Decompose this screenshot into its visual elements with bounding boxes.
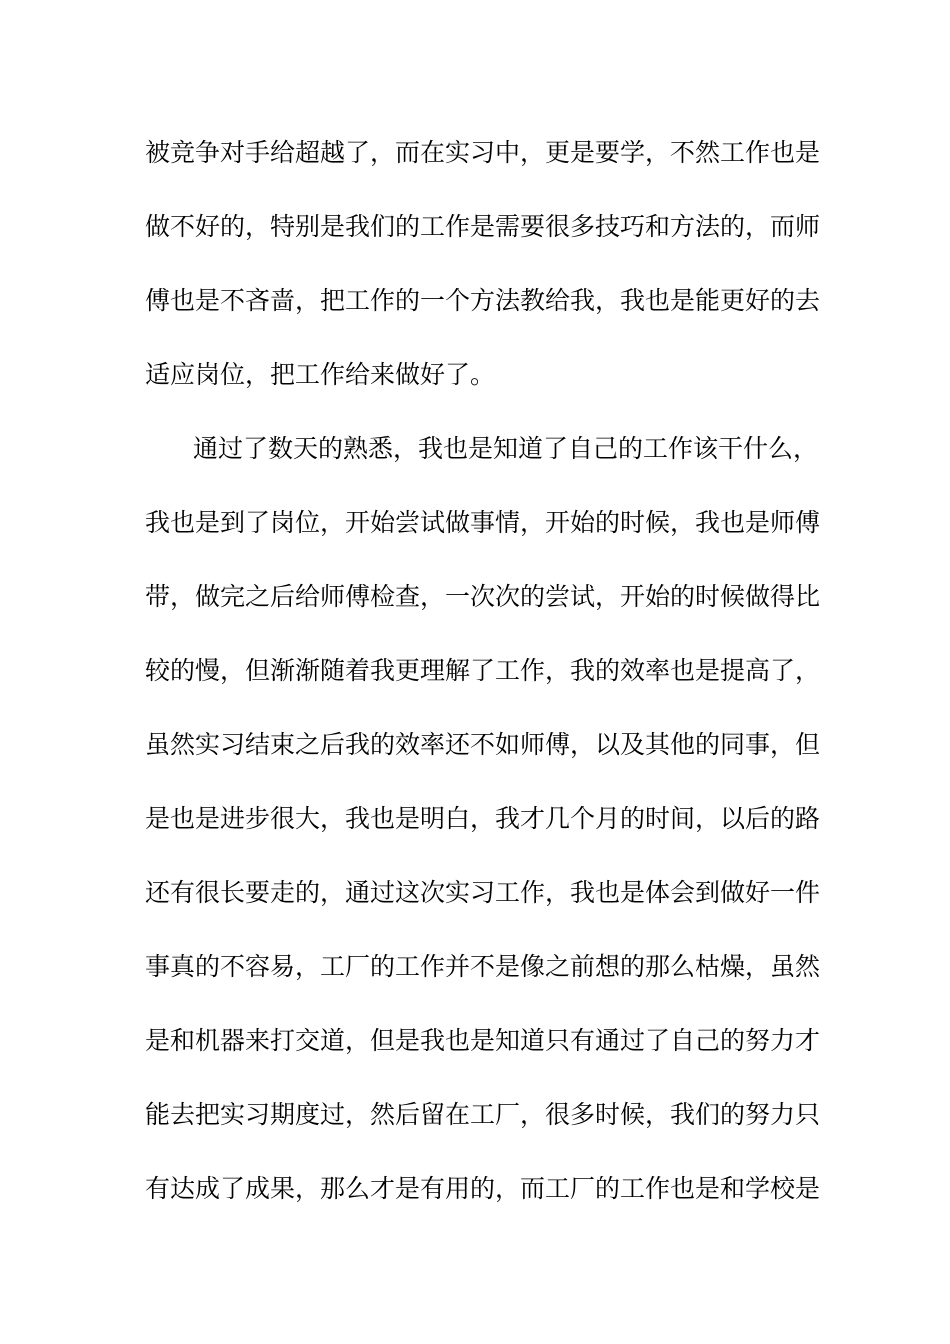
text-line: 还有很长要走的，通过这次实习工作，我也是体会到做好一件 bbox=[145, 878, 821, 907]
text-line: 是和机器来打交道，但是我也是知道只有通过了自己的努力才 bbox=[145, 1026, 821, 1055]
text-line: 带，做完之后给师傅检查，一次次的尝试，开始的时候做得比 bbox=[145, 582, 821, 611]
text-line: 被竞争对手给超越了，而在实习中，更是要学，不然工作也是 bbox=[145, 138, 821, 167]
text-line: 是也是进步很大，我也是明白，我才几个月的时间，以后的路 bbox=[145, 804, 821, 833]
text-line: 有达成了成果，那么才是有用的，而工厂的工作也是和学校是 bbox=[145, 1174, 821, 1203]
text-line: 虽然实习结束之后我的效率还不如师傅，以及其他的同事，但 bbox=[145, 730, 821, 759]
text-line: 适应岗位，把工作给来做好了。 bbox=[145, 360, 496, 389]
text-line: 傅也是不吝啬，把工作的一个方法教给我，我也是能更好的去 bbox=[145, 286, 821, 315]
paragraph-first-line: 通过了数天的熟悉，我也是知道了自己的工作该干什么， bbox=[193, 434, 819, 463]
text-line: 较的慢，但渐渐随着我更理解了工作，我的效率也是提高了， bbox=[145, 656, 821, 685]
text-line: 能去把实习期度过，然后留在工厂，很多时候，我们的努力只 bbox=[145, 1100, 821, 1129]
text-line: 做不好的，特别是我们的工作是需要很多技巧和方法的，而师 bbox=[145, 212, 821, 241]
text-line: 事真的不容易，工厂的工作并不是像之前想的那么枯燥，虽然 bbox=[145, 952, 821, 981]
text-line: 我也是到了岗位，开始尝试做事情，开始的时候，我也是师傅 bbox=[145, 508, 821, 537]
